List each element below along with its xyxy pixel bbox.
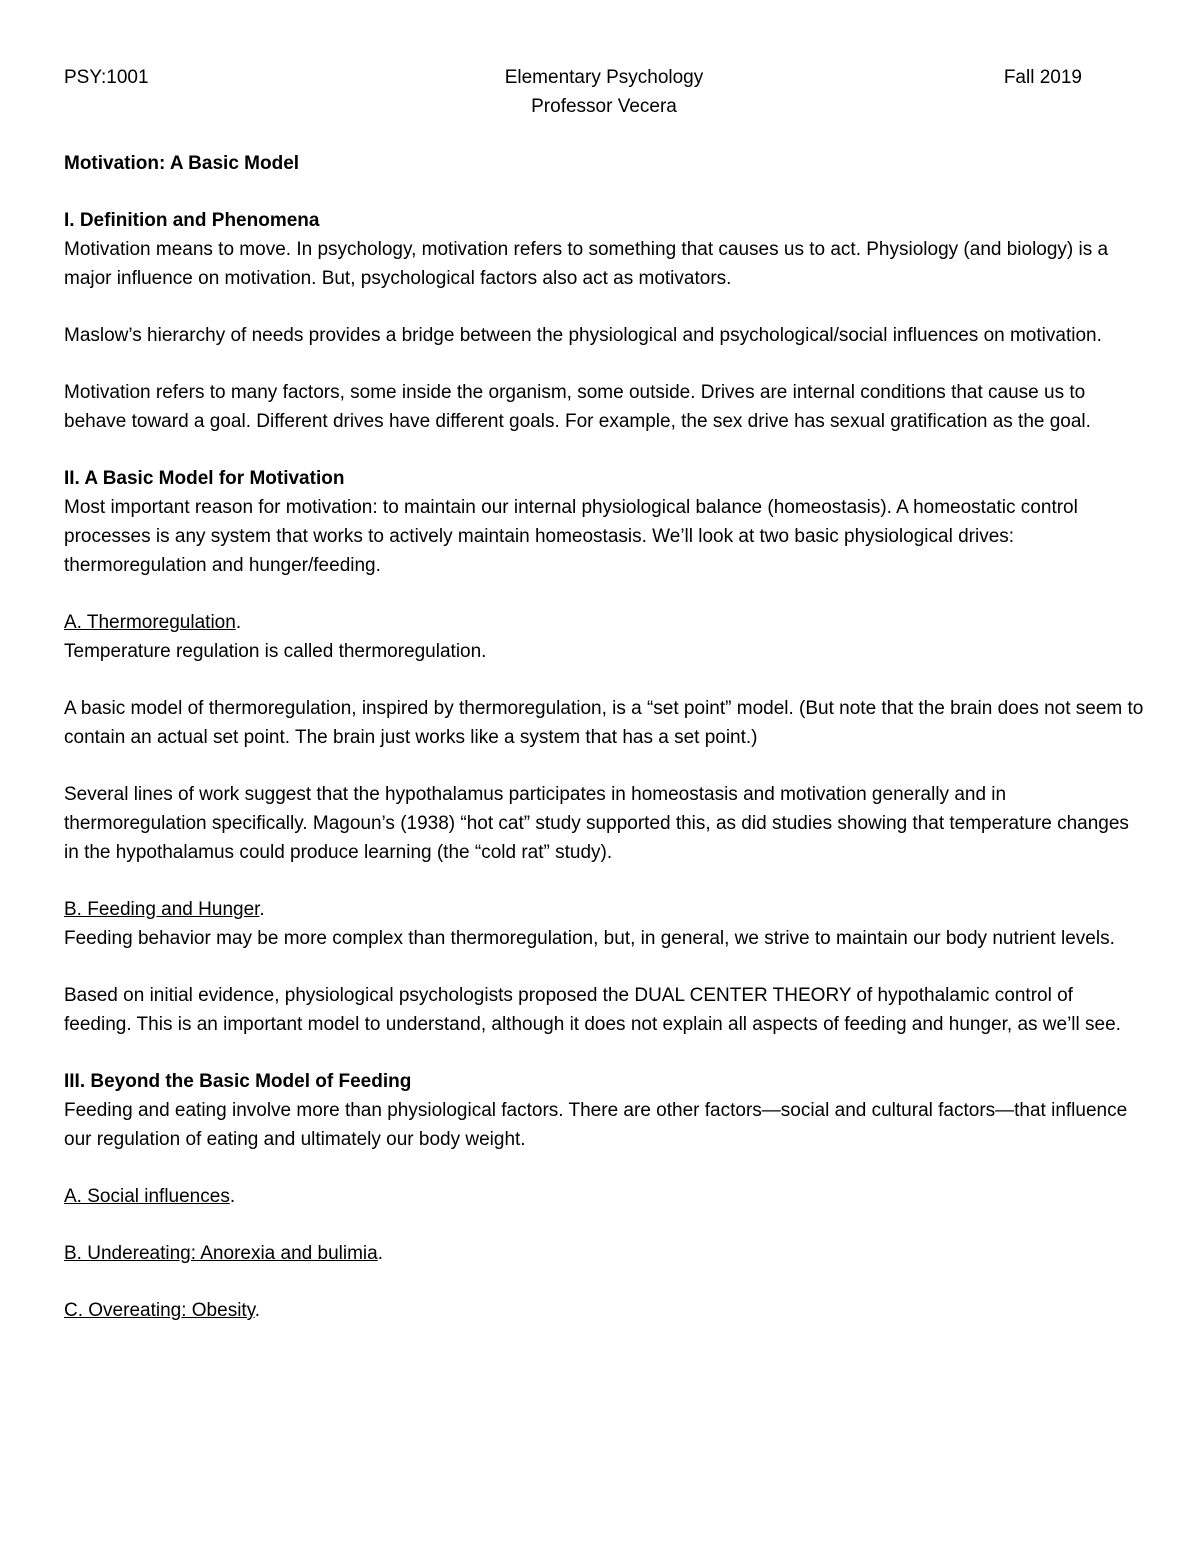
section-1-paragraph-2: Maslow’s hierarchy of needs provides a bridge between the physiological and psychological/social influences on motivation. xyxy=(64,325,1102,346)
section-2-paragraph-1: Most important reason for motivation: to maintain our internal physiological balance (homeostasis). A homeostatic control processes is any system that works to actively maintain homeostasis. We’ll look at two basic physiological drives: thermoregulation and hunger/feeding. xyxy=(64,497,1078,576)
section-1-heading: I. Definition and Phenomena xyxy=(64,210,320,231)
feeding-paragraph-2: Based on initial evidence, physiological psychologists proposed the DUAL CENTER THEORY of hypothalamic control of feeding. This is an important model to understand, although it does not explain all aspects of feeding and hunger, as we’ll see. xyxy=(64,985,1121,1035)
subsection-social-influences-title: A. Social influences xyxy=(64,1186,230,1207)
thermoregulation-paragraph-2: A basic model of thermoregulation, inspired by thermoregulation, is a “set point” model. (But note that the brain does not seem to contain an actual set point. The brain just works like a system that has a set point.) xyxy=(64,698,1144,748)
subsection-feeding-title: B. Feeding and Hunger xyxy=(64,899,260,920)
subsection-undereating xyxy=(64,1239,1144,1268)
document-header xyxy=(64,63,1144,92)
term: Fall 2019 xyxy=(1003,67,1082,88)
course-title: Elementary Psychology xyxy=(504,67,704,88)
course-code: PSY:1001 xyxy=(64,67,149,88)
document-page xyxy=(64,63,1144,1325)
section-1-paragraph-3: Motivation refers to many factors, some inside the organism, some outside. Drives are internal conditions that cause us to behave toward a goal. Different drives have different goals. For example, the sex drive has sexual gratification as the goal. xyxy=(64,382,1091,432)
feeding-paragraph-1: Feeding behavior may be more complex than thermoregulation, but, in general, we strive to maintain our body nutrient levels. xyxy=(64,928,1115,949)
heading-period: . xyxy=(229,1186,236,1207)
subsection-overeating-title: C. Overeating: Obesity xyxy=(64,1300,255,1321)
heading-period: . xyxy=(254,1300,261,1321)
heading-period: . xyxy=(235,612,242,633)
section-1-paragraph-1: Motivation means to move. In psychology, motivation refers to something that causes us to act. Physiology (and biology) is a major influence on motivation. But, psychological factors also act as motivators. xyxy=(64,239,1109,289)
heading-period: . xyxy=(377,1243,383,1264)
heading-period: . xyxy=(259,899,265,920)
document-title: Motivation: A Basic Model xyxy=(64,153,300,174)
instructor: Professor Vecera xyxy=(531,96,677,117)
thermoregulation-paragraph-1: Temperature regulation is called thermoregulation. xyxy=(64,641,487,662)
subsection-thermoregulation-title: A. Thermoregulation xyxy=(64,612,236,633)
thermoregulation-paragraph-3: Several lines of work suggest that the hypothalamus participates in homeostasis and motivation generally and in thermoregulation specifically. Magoun’s (1938) “hot cat” study supported this, as did studies showing that temperature changes in the hypothalamus could produce learning (the “cold rat” study). xyxy=(64,784,1129,863)
subsection-thermoregulation-heading xyxy=(64,608,1144,637)
subsection-undereating-title: B. Undereating: Anorexia and bulimia xyxy=(64,1243,378,1264)
subsection-feeding-heading xyxy=(64,895,1144,924)
subsection-overeating xyxy=(64,1296,1144,1325)
section-2-heading: II. A Basic Model for Motivation xyxy=(64,468,345,489)
section-3-paragraph-1: Feeding and eating involve more than physiological factors. There are other factors—social and cultural factors—that influence our regulation of eating and ultimately our body weight. xyxy=(64,1100,1128,1150)
section-3-heading: III. Beyond the Basic Model of Feeding xyxy=(64,1071,412,1092)
subsection-social-influences xyxy=(64,1182,1144,1211)
